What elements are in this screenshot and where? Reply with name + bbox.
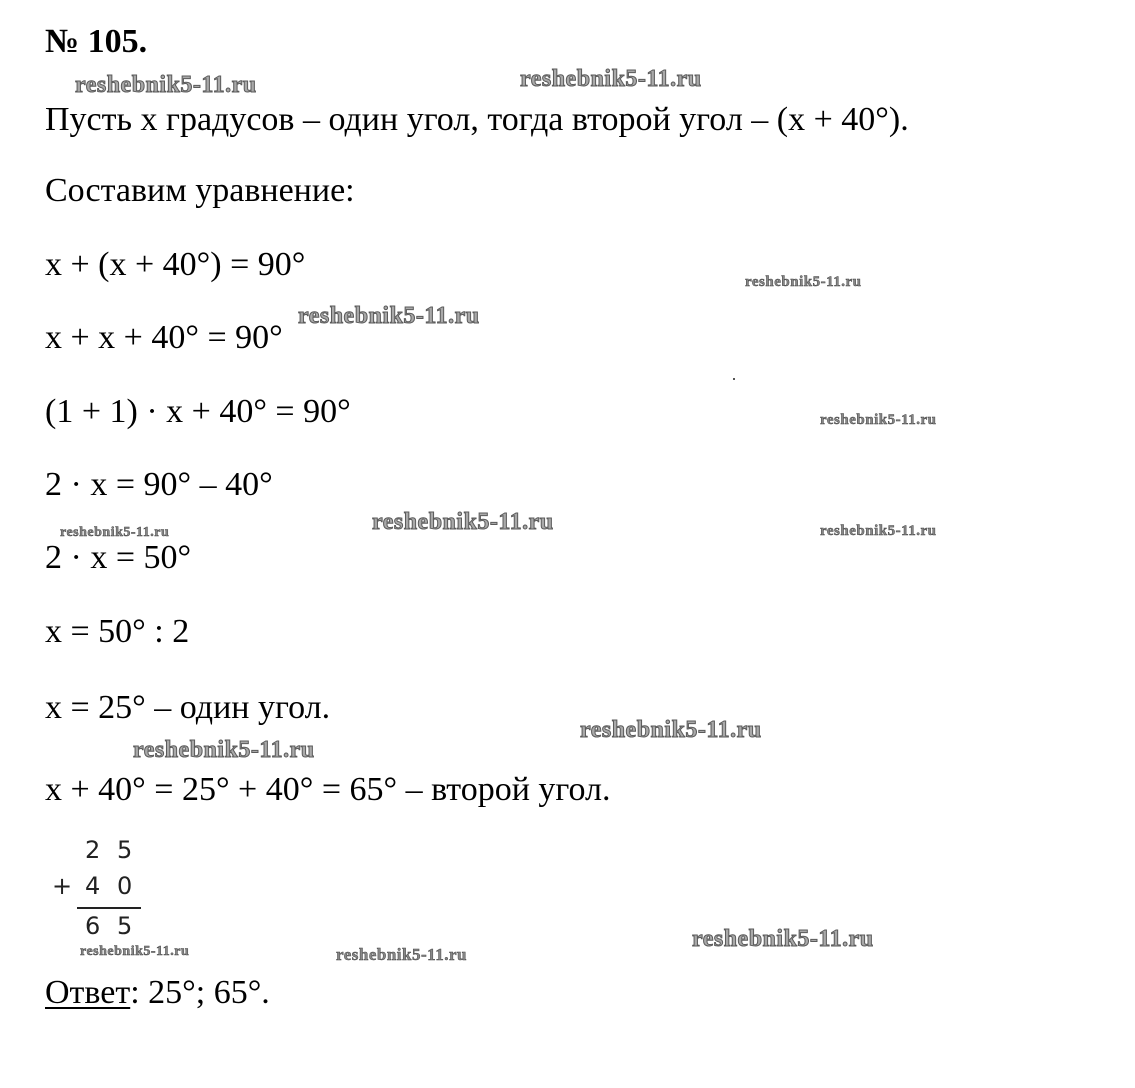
column-second-digit-2: 0 [117, 872, 133, 900]
watermark-7: reshebnik5-11.ru [372, 509, 554, 535]
column-second-digit-1: 4 [85, 872, 101, 900]
watermark-5: reshebnik5-11.ru [820, 412, 937, 428]
step-8: x + 40° = 25° + 40° = 65° – второй угол. [45, 771, 611, 808]
step-2: x + x + 40° = 90° [45, 319, 283, 356]
step-1: x + (x + 40°) = 90° [45, 246, 306, 283]
stray-dot [733, 378, 735, 380]
answer-label: Ответ [45, 974, 131, 1011]
watermark-11: reshebnik5-11.ru [80, 944, 190, 959]
step-4: 2 · x = 90° – 40° [45, 466, 273, 503]
watermark-3: reshebnik5-11.ru [745, 274, 862, 290]
column-top-digit-2: 5 [117, 836, 133, 864]
watermark-1: reshebnik5-11.ru [75, 72, 257, 98]
step-7: x = 25° – один угол. [45, 689, 331, 726]
column-sum-rule [77, 907, 141, 909]
watermark-12: reshebnik5-11.ru [336, 945, 467, 964]
watermark-8: reshebnik5-11.ru [820, 523, 937, 539]
step-3: (1 + 1) · x + 40° = 90° [45, 393, 351, 430]
step-6: x = 50° : 2 [45, 613, 190, 650]
answer-value: : 25°; 65°. [130, 974, 270, 1011]
watermark-9: reshebnik5-11.ru [580, 717, 762, 743]
column-result-digit-1: 6 [85, 912, 101, 940]
watermark-6: reshebnik5-11.ru [60, 525, 170, 540]
column-top-digit-1: 2 [85, 836, 101, 864]
problem-number: № 105. [45, 23, 148, 60]
watermark-13: reshebnik5-11.ru [692, 926, 874, 952]
watermark-2: reshebnik5-11.ru [520, 66, 702, 92]
intro-line: Пусть x градусов – один угол, тогда второй угол – (x + 40°). [45, 101, 909, 138]
equation-setup-line: Составим уравнение: [45, 172, 355, 209]
answer-line [45, 973, 270, 1013]
step-5: 2 · x = 50° [45, 539, 192, 576]
watermark-4: reshebnik5-11.ru [298, 303, 480, 329]
column-result-digit-2: 5 [117, 912, 133, 940]
watermark-10: reshebnik5-11.ru [133, 737, 315, 763]
column-plus-sign: + [52, 872, 73, 900]
column-addition [50, 836, 150, 946]
